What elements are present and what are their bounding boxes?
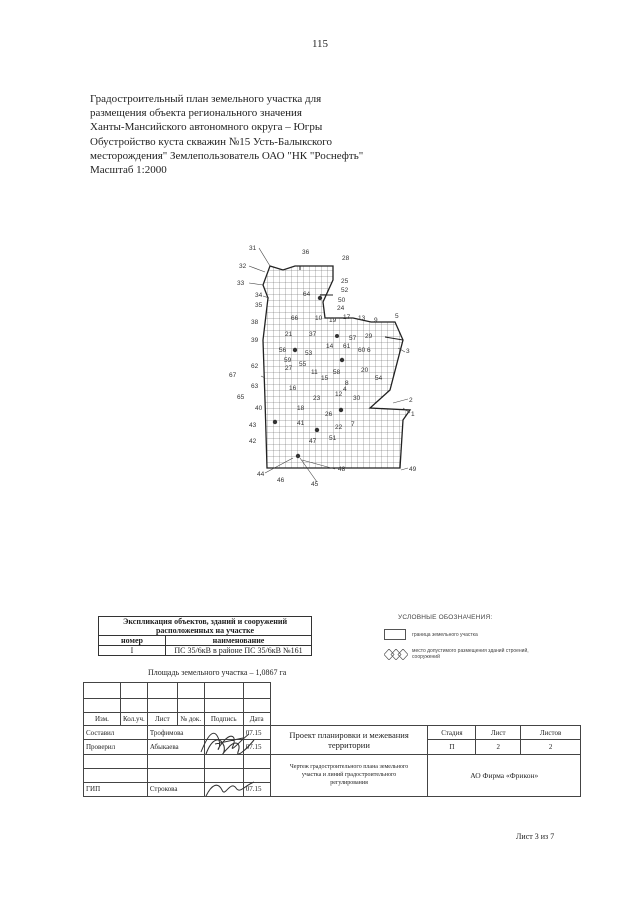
legend-item [384,629,544,640]
plan-label: 46 [277,477,285,484]
role-cell: Составил [84,726,148,740]
heading-line: Ханты-Мансийского автономного округа – Югры [90,121,323,134]
plan-label: 22 [335,424,343,431]
plan-label: 59 [284,357,292,364]
heading-line: размещения объекта регионального значения [90,107,302,120]
plan-label: 50 [338,297,346,304]
plan-label: 15 [321,375,329,382]
sheet-footer: Лист 3 из 7 [516,832,555,841]
plan-label: 33 [237,280,245,287]
plan-label: 7 [351,421,355,428]
document-heading [90,92,450,177]
plan-label: 9 [374,317,378,324]
role-cell: Проверил [84,740,148,754]
plan-label: 8 [345,380,349,387]
plan-label: 32 [239,263,247,270]
plan-label: 45 [311,481,319,488]
plan-label: 10 [315,315,323,322]
plan-label: 17 [343,314,351,321]
plan-label: 52 [341,287,349,294]
plan-label: 11 [311,369,318,376]
name-cell: Трофимова [147,726,204,740]
plan-label: 35 [255,302,263,309]
plan-label: 30 [353,395,361,402]
explication-title [99,617,312,636]
plan-label: 21 [285,331,293,338]
plot-area: Площадь земельного участка – 1,0867 га [148,668,287,677]
sheets-header: Листов [521,726,581,740]
plan-label: 58 [333,369,341,376]
explication-table [98,616,312,656]
project-title-line: Проект планировки и межевания [289,729,409,740]
plan-label: 28 [342,255,350,262]
plan-label: 18 [297,405,305,412]
explication-title-line: Экспликация объектов, зданий и сооружений [122,617,288,626]
header-signature: Подпись [204,713,243,726]
plan-label: 47 [309,438,317,445]
plan-label: 4 [343,386,347,393]
plan-label: 27 [285,365,293,372]
plan-label: 14 [326,343,334,350]
name-cell: Строкова [147,782,204,796]
plan-label: 5 [395,313,399,320]
heading-line: месторождения" Землепользователь ОАО "НК "Роснефть" [90,149,364,162]
signature-3 [200,776,260,802]
plan-label: 31 [249,245,257,252]
plan-label: 19 [329,317,337,324]
plan-label: 51 [329,435,337,442]
hatch-swatch [384,649,408,660]
stage-header: Стадия [428,726,476,740]
table-row [99,646,312,656]
plan-label: 49 [409,466,417,473]
date-cell: 07.15 [243,740,270,754]
header-doc: № док. [177,713,204,726]
plan-label: 63 [251,383,259,390]
sheet-header: Лист [476,726,521,740]
plan-label: 39 [251,337,259,344]
land-plot-plan [225,240,435,500]
company-name: АО Фирма «Фрикон» [428,754,581,796]
drawing-title-line: регулирования [330,780,368,787]
plan-label: 16 [289,385,297,392]
col-name-header: наименование [166,636,312,646]
object-name: ПС 35/6кВ в районе ПС 35/6кВ №161 [166,646,312,656]
project-title [270,726,428,754]
date-cell: 07.15 [243,726,270,740]
plan-label: 23 [313,395,321,402]
legend-title: УСЛОВНЫЕ ОБОЗНАЧЕНИЯ: [398,614,493,621]
explication-title-line: расположенных на участке [155,626,255,635]
drawing-title-line: участка и линий градостроительного [301,772,397,779]
plan-label: 42 [249,438,257,445]
name-cell: Абыкаева [147,740,204,754]
project-title-line: территории [328,739,370,750]
plan-label: 64 [303,291,311,298]
plan-label: 65 [237,394,245,401]
plan-label: 34 [255,292,263,299]
object-number: I [99,646,166,656]
sheets-value: 2 [521,740,581,754]
plan-label: 53 [305,350,313,357]
legend [384,614,544,668]
boundary-swatch [384,629,406,640]
plan-label: 56 [279,347,287,354]
plan-label: 6 [367,347,371,354]
plan-label: 43 [249,422,257,429]
plan-label: 48 [338,466,346,473]
sheet-value: 2 [476,740,521,754]
legend-label: место допустимого размещения зданий строений, сооружений [412,648,529,660]
page-number: 115 [311,38,329,50]
plan-label: 61 [343,343,351,350]
plan-label: 62 [251,363,259,370]
legend-item [384,648,544,660]
plan-label: 24 [337,305,345,312]
header-kol: Кол.уч. [120,713,147,726]
drawing-title-line: Чертеж градостроительного плана земельного [289,764,409,771]
plan-label: 2 [409,397,413,404]
plan-label: 41 [297,420,305,427]
plan-label: 55 [299,361,307,368]
date-cell: 07.15 [243,782,270,796]
plan-label: 20 [361,367,369,374]
plan-label: 37 [309,331,317,338]
plan-label: 57 [349,335,357,342]
plan-label: 13 [358,315,366,322]
plan-label: 44 [257,471,265,478]
plan-label: 26 [325,411,333,418]
plan-label: 1 [411,411,415,418]
heading-line: Градостроительный план земельного участка для [90,93,322,105]
title-block [83,682,581,797]
stage-value: П [428,740,476,754]
plan-label: 25 [341,278,349,285]
header-izm: Изм. [84,713,121,726]
heading-line: Масштаб 1:2000 [90,164,167,177]
plan-label: 66 [291,315,299,322]
signature-2 [202,732,262,762]
header-date: Дата [243,713,270,726]
heading-line: Обустройство куста скважин №15 Усть-Балыкского [90,135,333,148]
header-list: Лист [147,713,177,726]
drawing-title [270,754,428,796]
col-number-header: номер [99,636,166,646]
plan-label: 67 [229,372,237,379]
plan-label: 3 [406,348,410,355]
plan-label: 54 [375,375,383,382]
role-cell: ГИП [84,782,148,796]
plan-label: 40 [255,405,263,412]
plan-label: 60 [358,347,366,354]
plan-label: 29 [365,333,373,340]
plan-label: 38 [251,319,259,326]
legend-label: граница земельного участка [412,631,478,638]
plan-label: 36 [302,249,310,256]
plan-label: 12 [335,391,343,398]
